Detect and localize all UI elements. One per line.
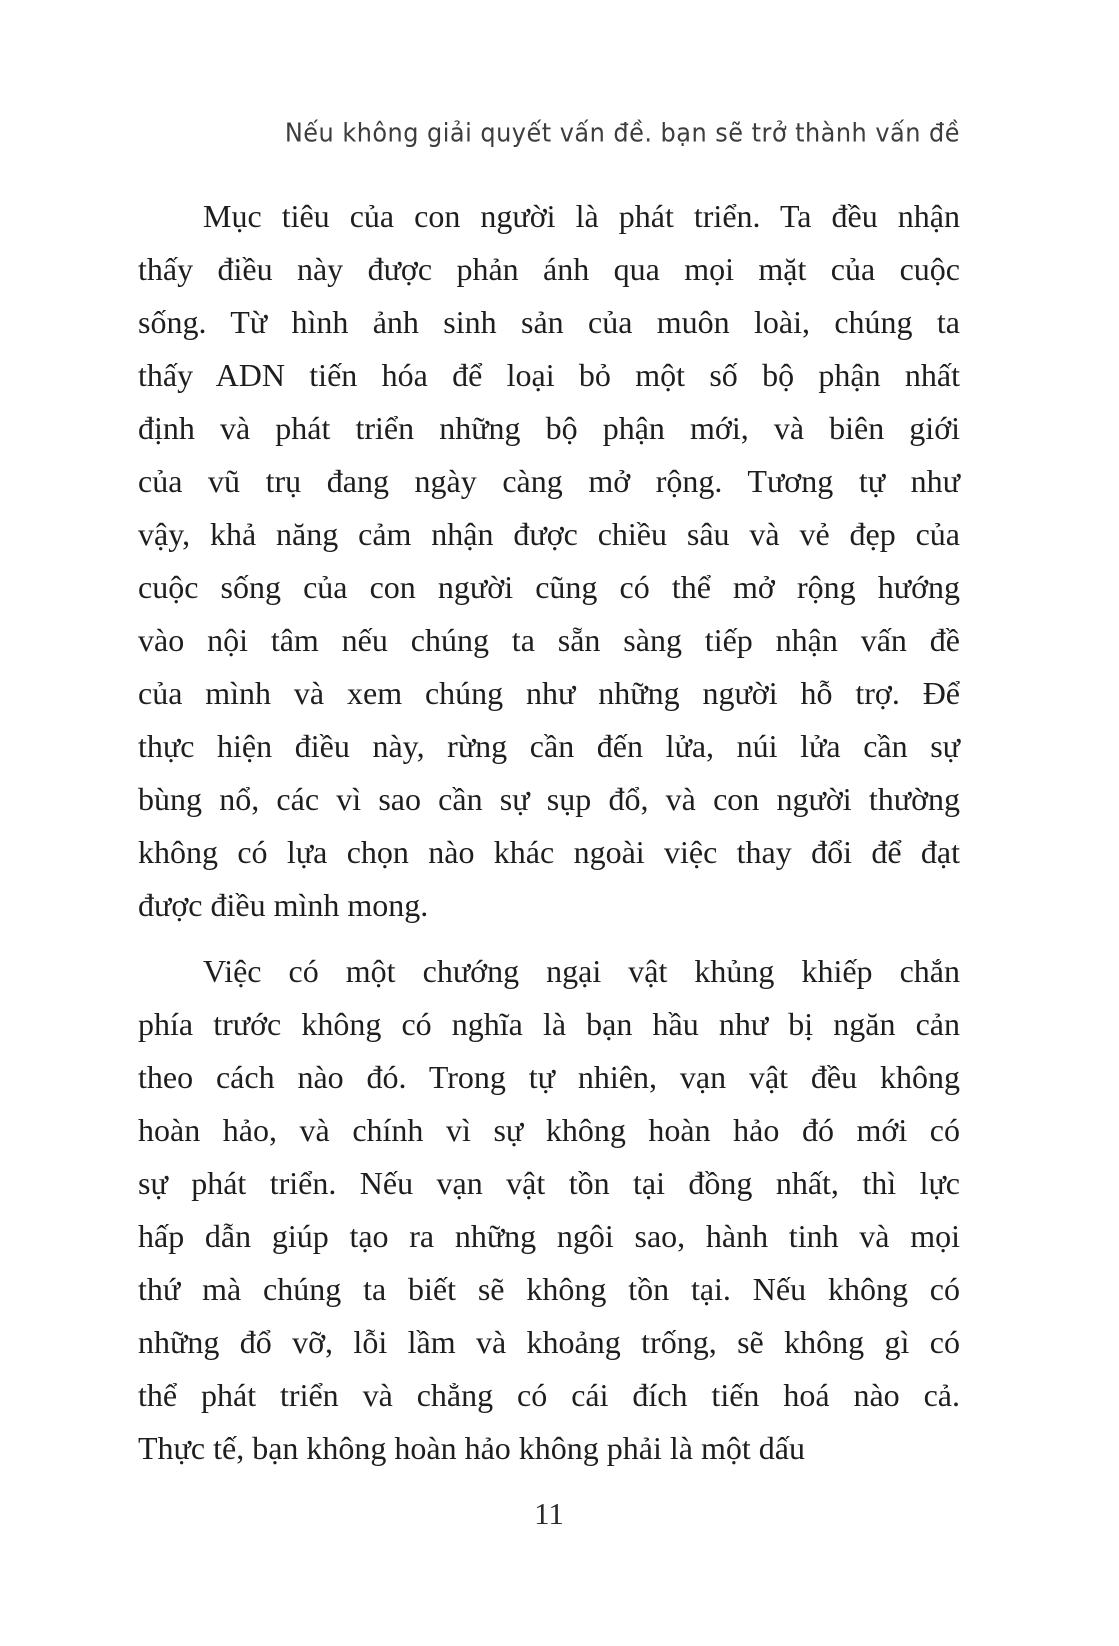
body-text [138,190,960,1488]
text-line: sự phát triển. Nếu vạn vật tồn tại đồng nhất, thì lực [138,1165,960,1201]
paragraph [138,190,960,932]
text-line: phía trước không có nghĩa là bạn hầu như bị ngăn cản [138,1006,960,1042]
text-line: định và phát triển những bộ phận mới, và biên giới [138,410,960,446]
text-line: theo cách nào đó. Trong tự nhiên, vạn vật đều không [138,1059,960,1095]
text-line: thể phát triển và chẳng có cái đích tiến hoá nào cả. [138,1377,960,1413]
text-line: vào nội tâm nếu chúng ta sẵn sàng tiếp nhận vấn đề [138,622,960,658]
text-line: sống. Từ hình ảnh sinh sản của muôn loài, chúng ta [138,304,960,340]
text-line: thực hiện điều này, rừng cần đến lửa, núi lửa cần sự [138,728,960,764]
text-line: thấy ADN tiến hóa để loại bỏ một số bộ phận nhất [138,357,960,393]
text-line: những đổ vỡ, lỗi lầm và khoảng trống, sẽ không gì có [138,1324,960,1360]
text-line: của vũ trụ đang ngày càng mở rộng. Tương tự như [138,463,960,499]
text-line: không có lựa chọn nào khác ngoài việc thay đổi để đạt [138,834,960,870]
text-line: hoàn hảo, và chính vì sự không hoàn hảo đó mới có [138,1112,960,1148]
text-line: Thực tế, bạn không hoàn hảo không phải là một dấu [138,1430,805,1466]
text-line: cuộc sống của con người cũng có thể mở rộng hướng [138,569,960,605]
text-line: Việc có một chướng ngại vật khủng khiếp chắn [203,953,960,989]
paragraph [138,945,960,1475]
text-line: vậy, khả năng cảm nhận được chiều sâu và vẻ đẹp của [138,516,960,552]
text-line: của mình và xem chúng như những người hỗ trợ. Để [138,675,960,711]
text-line: thứ mà chúng ta biết sẽ không tồn tại. Nếu không có [138,1271,960,1307]
text-line: bùng nổ, các vì sao cần sự sụp đổ, và con người thường [138,781,960,817]
text-line: Mục tiêu của con người là phát triển. Ta đều nhận [203,198,960,234]
running-header: Nếu không giải quyết vấn đề. bạn sẽ trở thành vấn đề [284,117,961,148]
text-line: được điều mình mong. [138,887,429,923]
text-line: hấp dẫn giúp tạo ra những ngôi sao, hành tinh và mọi [138,1218,960,1254]
page-number: 11 [534,1496,564,1531]
text-line: thấy điều này được phản ánh qua mọi mặt của cuộc [138,251,960,287]
